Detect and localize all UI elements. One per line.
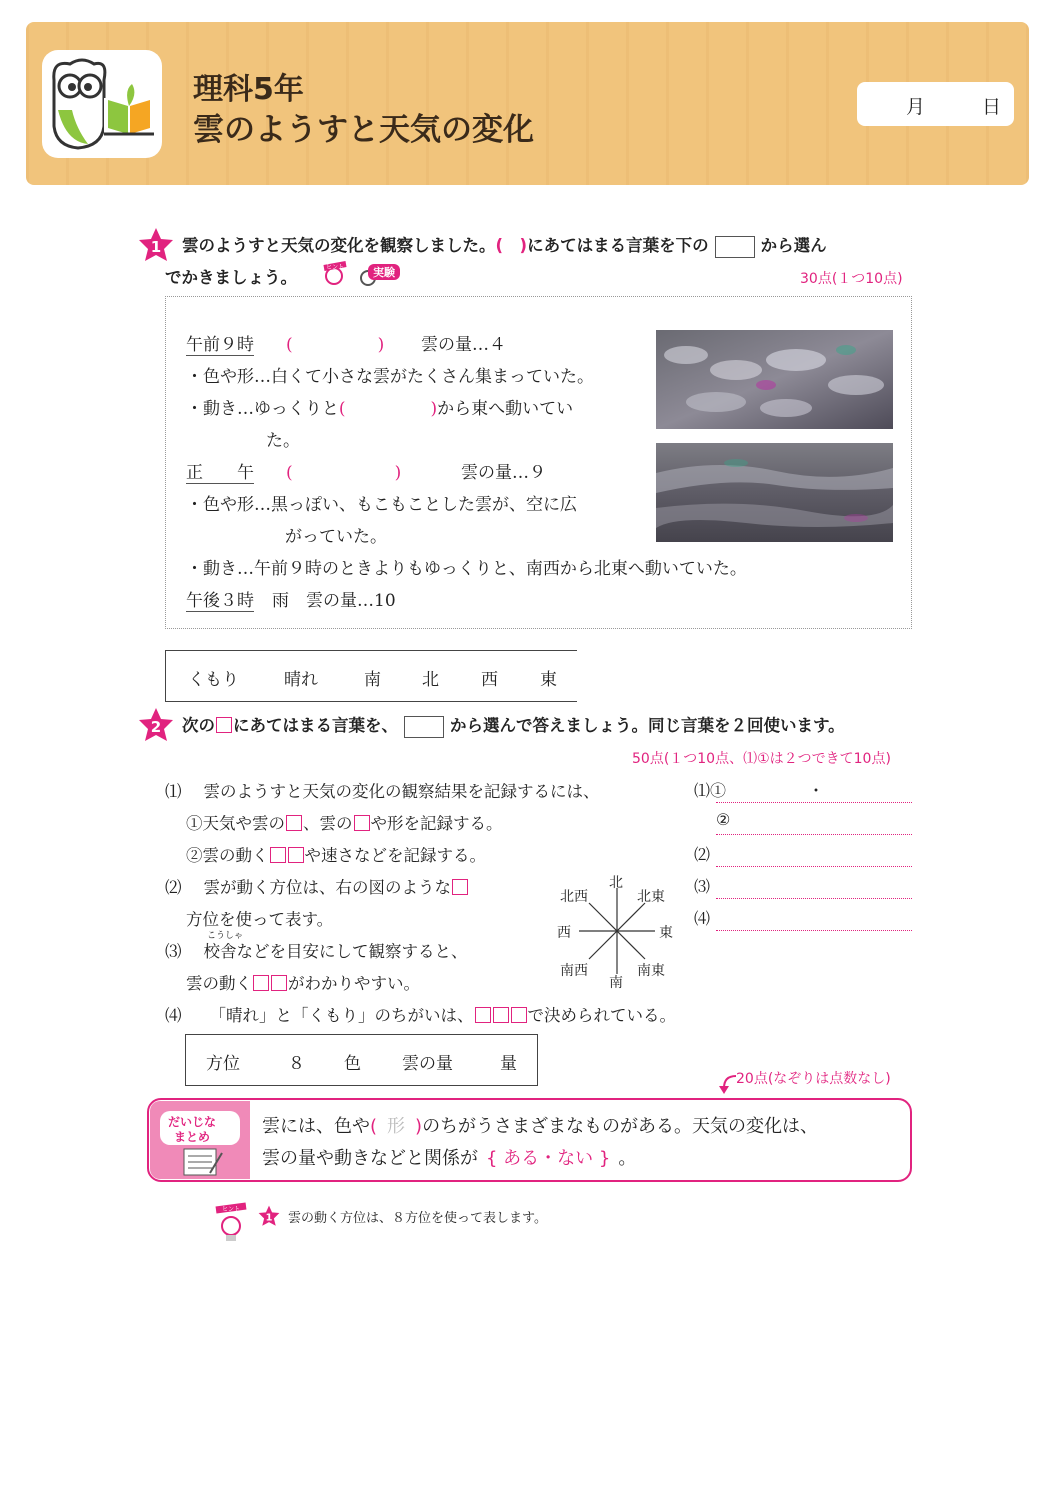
- word-choice: 量: [500, 1054, 517, 1074]
- svg-text:ヒント: ヒント: [325, 264, 345, 271]
- answer-square[interactable]: [270, 847, 286, 863]
- q2-points: 50点(１つ10点、⑴①は２つできて10点): [632, 751, 891, 767]
- obs-time-3pm: 午後３時 雨 雲の量…10: [186, 591, 396, 611]
- obs-line-shape-noon-cont: がっていた。: [285, 527, 387, 547]
- answer-line-1-1[interactable]: [716, 802, 912, 803]
- compass-diagram: [555, 870, 680, 991]
- hint-bulb-icon-footer: [212, 1202, 250, 1248]
- choice-exists-or-not[interactable]: { ある・ない }: [486, 1148, 611, 1169]
- obs-time-noon: 正 午: [186, 463, 254, 483]
- word-choice: 東: [540, 670, 557, 690]
- compass-northwest: 北西: [560, 889, 588, 905]
- hint-number-star-icon: [258, 1205, 280, 1231]
- answer-square[interactable]: [475, 1007, 491, 1023]
- answer-line-1-2[interactable]: [716, 834, 912, 835]
- compass-south: 南: [609, 975, 623, 991]
- answer-square[interactable]: [286, 815, 302, 831]
- q2-item-4: ⑷ 「晴れ」と「くもり」のちがいは、 で決められている。: [165, 1006, 676, 1025]
- obs-line-move-noon: ・動き…午前９時のときよりもゆっくりと、南西から北東へ動いていた。: [186, 559, 747, 579]
- word-choice: 色: [344, 1054, 361, 1074]
- question-2-star-icon: [138, 707, 174, 743]
- svg-text:1: 1: [265, 1212, 273, 1224]
- compass-northeast: 北東: [637, 889, 665, 905]
- answer-line-2[interactable]: [716, 866, 912, 867]
- notebook-icon: [180, 1147, 224, 1177]
- hint-bulb-icon: [320, 260, 352, 294]
- word-choice: ８: [288, 1054, 305, 1074]
- word-choice: 北: [422, 670, 439, 690]
- q2-item-2: ⑵ 雲が動く方位は、右の図のような: [165, 874, 469, 898]
- answer-square[interactable]: [452, 879, 468, 895]
- answer-square[interactable]: [511, 1007, 527, 1023]
- answer-label-1-1: ⑴①: [694, 781, 727, 800]
- answer-label-2: ⑵: [694, 845, 711, 864]
- owl-book-logo: [42, 50, 162, 158]
- summary-line2: 雲の量や動きなどと関係が { ある・ない } 。: [262, 1148, 637, 1169]
- q1-instruction-line2: でかきましょう。: [165, 268, 297, 287]
- arrow-down-icon: [716, 1068, 738, 1100]
- q1-points: 30点(１つ10点): [800, 271, 903, 287]
- answer-square[interactable]: [354, 815, 370, 831]
- trace-answer: 形: [387, 1116, 406, 1137]
- q2-item-1-sub2: ②雲の動く や速さなどを記録する。: [186, 846, 486, 865]
- subject-label: 理科5年: [193, 72, 304, 107]
- obs-time-9am: 午前９時: [186, 335, 254, 355]
- answer-line-4[interactable]: [716, 930, 912, 931]
- compass-north: 北: [609, 875, 623, 891]
- answer-separator-dot: ・: [808, 781, 825, 800]
- cloud-photo-9am: [656, 330, 893, 429]
- q2-item-1: ⑴ 雲のようすと天気の変化の観察結果を記録するには、: [165, 782, 600, 801]
- obs-line-shape-9am: ・色や形…白くて小さな雲がたくさん集まっていた。: [186, 367, 594, 387]
- date-day: 日: [982, 96, 1002, 118]
- obs-cloud-amount-noon: 雲の量…９: [461, 463, 546, 483]
- word-choice: 雲の量: [402, 1054, 453, 1074]
- svg-text:1: 1: [150, 238, 162, 256]
- compass-southwest: 南西: [560, 963, 588, 979]
- svg-text:ヒント: ヒント: [221, 1206, 241, 1213]
- answer-square[interactable]: [253, 975, 269, 991]
- cloud-photo-noon: [656, 443, 893, 542]
- compass-west: 西: [557, 925, 571, 941]
- word-choices-box-2: [185, 1034, 538, 1086]
- word-choice: 西: [481, 670, 498, 690]
- svg-text:2: 2: [150, 718, 162, 736]
- ruby-koshya: こうしゃ: [207, 931, 244, 941]
- q2-item-2-cont: 方位を使って表す。: [186, 910, 334, 929]
- blank-square-icon: [216, 717, 232, 733]
- answer-square[interactable]: [271, 975, 287, 991]
- answer-blank-noon-weather[interactable]: ( ): [286, 463, 402, 483]
- word-choice: 晴れ: [284, 670, 318, 690]
- answer-square[interactable]: [493, 1007, 509, 1023]
- q2-instruction: 次の にあてはまる言葉を、 から選んで答えましょう。同じ言葉を２回使います。: [182, 712, 845, 738]
- answer-label-1-2: ②: [716, 810, 731, 829]
- word-choices-box-1: [165, 650, 577, 702]
- obs-line-move-9am-cont: た。: [266, 431, 300, 451]
- word-box-icon: [715, 236, 755, 258]
- answer-blank-direction[interactable]: ( ): [338, 399, 438, 419]
- page-title: 雲のようすと天気の変化: [193, 112, 534, 148]
- q2-item-1-sub1: ①天気や雲の 、雲の や形を記録する。: [186, 814, 503, 833]
- experiment-badge: [358, 262, 402, 294]
- obs-cloud-amount-9am: 雲の量…４: [421, 335, 506, 355]
- summary-badge-line2: まとめ: [174, 1130, 211, 1144]
- q1-instruction-line1: 雲のようすと天気の変化を観察しました。( )にあてはまる言葉を下の から選ん: [182, 232, 827, 258]
- word-choice: 方位: [206, 1054, 240, 1074]
- hint-text: 雲の動く方位は、８方位を使って表します。: [288, 1211, 547, 1226]
- q2-item-3: ⑶ 校舎などを目安にして観察すると、: [165, 942, 468, 961]
- owl-icon: [42, 50, 162, 158]
- answer-line-3[interactable]: [716, 898, 912, 899]
- summary-badge: [150, 1101, 250, 1179]
- summary-points: 20点(なぞりは点数なし): [736, 1071, 891, 1087]
- question-1-star-icon: [138, 227, 174, 263]
- word-choice: 南: [364, 670, 381, 690]
- summary-line1: 雲には、色や( 形 )のちがうさまざまなものがある。天気の変化は、: [262, 1116, 819, 1137]
- compass-east: 東: [659, 925, 673, 941]
- obs-line-move-9am: ・動き…ゆっくりと( )から東へ動いてい: [186, 399, 574, 419]
- svg-text:実験: 実験: [373, 266, 395, 279]
- q2-item-3-cont: 雲の動く がわかりやすい。: [186, 974, 420, 993]
- answer-square[interactable]: [288, 847, 304, 863]
- compass-southeast: 南東: [637, 963, 665, 979]
- summary-badge-line1: だいじな: [168, 1115, 217, 1129]
- obs-line-shape-noon: ・色や形…黒っぽい、もこもことした雲が、空に広: [186, 495, 577, 515]
- answer-label-3: ⑶: [694, 877, 711, 896]
- word-box-icon: [404, 716, 444, 738]
- answer-blank-9am-weather[interactable]: ( ): [286, 335, 385, 355]
- word-choice: くもり: [188, 670, 239, 690]
- date-month: 月: [906, 96, 926, 118]
- answer-label-4: ⑷: [694, 909, 711, 928]
